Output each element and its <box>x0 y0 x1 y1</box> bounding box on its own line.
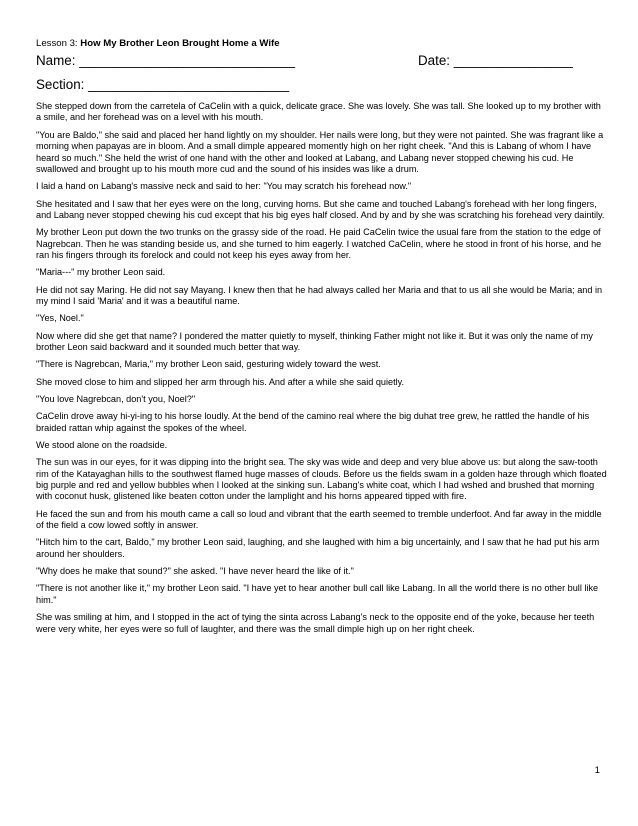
paragraph: My brother Leon put down the two trunks on the grassy side of the road. He paid CaCelin twice the usual fare from the station to the edge of Nagrebcan. Then he was standing beside us, and she turned to him eagerly. I watched CaCelin, where he stood in front of his horse, and he ran his fingers through its forelock and could not keep his eyes away from her. <box>36 227 602 261</box>
paragraph: She moved close to him and slipped her arm through his. And after a while she said quietly. <box>36 376 405 387</box>
lesson-title: How My Brother Leon Brought Home a Wife <box>80 38 280 49</box>
name-field-label: Name: _____________________________ <box>36 53 296 68</box>
paragraph: He did not say Maring. He did not say Mayang. I knew then that he had always called her Maria and that to us all she would be Maria; and in my mind I said 'Maria' and it was a beautiful name. <box>36 284 603 307</box>
section-field-label: Section: ___________________________ <box>36 77 290 92</box>
paragraph: "Hitch him to the cart, Baldo," my brother Leon said, laughing, and she laughed with him a big uncertainly, and I saw that he had put his arm around her shoulders. <box>36 537 600 559</box>
paragraph: "There is not another like it," my brother Leon said. "I have yet to hear another bull call like Labang. In all the world there is no other bull like him." <box>36 583 599 605</box>
name-date-row <box>36 52 608 69</box>
date-field-label: Date: ________________ <box>418 53 573 68</box>
paragraph: "You love Nagrebcan, don't you, Noel?" <box>36 393 196 404</box>
paragraph: "There is Nagrebcan, Maria," my brother Leon said, gesturing widely toward the west. <box>36 359 381 370</box>
paragraph: He faced the sun and from his mouth came a call so loud and vibrant that the earth seemed to tremble underfoot. And far away in the middle of the field a cow lowed softly in answer. <box>36 508 602 531</box>
lesson-heading <box>36 38 608 50</box>
paragraph: She hesitated and I saw that her eyes were on the long, curving horns. But she came and touched Labang's forehead with her long fingers, and Labang never stopped chewing his cud except that his big eyes half closed. And by and by she was scratching his forehead very daintily. <box>36 198 605 220</box>
paragraph: She was smiling at him, and I stopped in the act of tying the sinta across Labang's neck to the opposite end of the yoke, because her teeth were very white, her eyes were so full of laughter, and there was the small dimple high up on her right cheek. <box>36 612 595 634</box>
paragraph: CaCelin drove away hi-yi-ing to his horse loudly. At the bend of the camino real where the big duhat tree grew, he rattled the handle of his braided rattan whip against the spokes of the wheel. <box>36 411 590 433</box>
paragraph: I laid a hand on Labang's massive neck and said to her: "You may scratch his forehead now." <box>36 181 412 192</box>
paragraph: "Yes, Noel." <box>36 313 84 324</box>
page-number: 1 <box>594 765 600 776</box>
story-body <box>36 101 608 635</box>
paragraph: Now where did she get that name? I pondered the matter quietly to myself, thinking Father might not like it. But it was only the name of my brother Leon said backward and it sounded much better that way. <box>36 330 593 353</box>
paragraph: The sun was in our eyes, for it was dipping into the bright sea. The sky was wide and deep and very blue above us: but along the saw-tooth rim of the Katayaghan hills to the southwest flamed huge masses of clouds. Before us the fields swam in a golden haze through which floated big purple and red and yellow bubbles when I looked at the sinking sun. Labang's white coat, which I had wshed and brushed that morning with coconut husk, glistened like beaten cotton under the lamplight and his horns appeared tipped with fire. <box>36 457 607 502</box>
paragraph: "Maria---" my brother Leon said. <box>36 267 166 278</box>
lesson-prefix: Lesson 3: <box>36 38 81 49</box>
paragraph: We stood alone on the roadside. <box>36 439 168 450</box>
paragraph: She stepped down from the carretela of CaCelin with a quick, delicate grace. She was lovely. She was tall. She looked up to my brother with a smile, and her forehead was on a level with his mouth. <box>36 101 601 123</box>
paragraph: "You are Baldo," she said and placed her hand lightly on my shoulder. Her nails were long, but they were not painted. She was fragrant like a morning when papayas are in bloom. And a small dimple appeared momently high on her right cheek. "And this is Labang of whom I have heard so much." She held the wrist of one hand with the other and looked at Labang, and Labang never stopped chewing his cud. He swallowed and brought up to his mouth more cud and the sound of his insides was like a drum. <box>36 129 604 174</box>
paragraph: "Why does he make that sound?" she asked. "I have never heard the like of it." <box>36 566 354 577</box>
